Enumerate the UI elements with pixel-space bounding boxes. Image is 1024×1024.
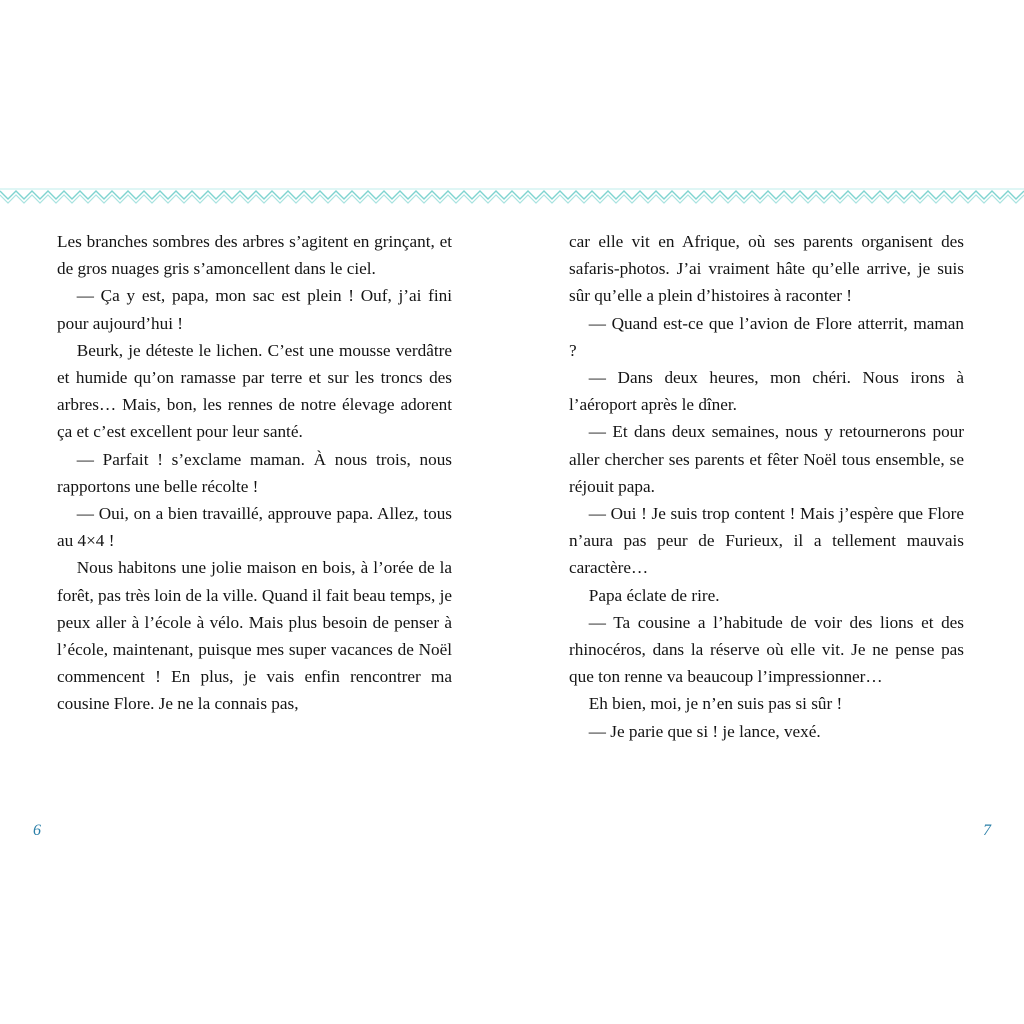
- paragraph: — Ta cousine a l’habitude de voir des lions et des rhinocéros, dans la réserve où elle vit. Je ne pense pas que ton renne va beaucoup l’impressionner…: [569, 612, 964, 687]
- paragraph: Nous habitons une jolie maison en bois, à l’orée de la forêt, pas très loin de la ville. Quand il fait beau temps, je peux aller à l’école à vélo. Mais plus besoin de penser à l’école, maintenant, puisque mes super vacances de Noël commencent ! En plus, je vais enfin rencontrer ma cousine Flore. Je ne la connais pas,: [57, 558, 452, 714]
- paragraph: Eh bien, moi, je n’en suis pas si sûr !: [588, 694, 843, 714]
- paragraph: — Ça y est, papa, mon sac est plein ! Ouf, j’ai fini pour aujourd’hui !: [57, 286, 452, 333]
- paragraph: Papa éclate de rire.: [588, 585, 720, 605]
- paragraph: Beurk, je déteste le lichen. C’est une mousse verdâtre et humide qu’on ramasse par terre et sur les troncs des arbres… Mais, bon, les rennes de notre élevage adorent ça et c’est excellent pour leur santé.: [57, 340, 452, 442]
- paragraph: — Je parie que si ! je lance, vexé.: [588, 721, 821, 741]
- zigzag-decoration: [0, 183, 1024, 209]
- paragraph: Les branches sombres des arbres s’agitent en grinçant, et de gros nuages gris s’amoncellent dans le ciel.: [57, 232, 452, 279]
- paragraph: — Parfait ! s’exclame maman. À nous trois, nous rapportons une belle récolte !: [57, 449, 452, 496]
- left-page-text: [57, 228, 452, 745]
- paragraph: — Et dans deux semaines, nous y retournerons pour aller chercher ses parents et fêter Noël tous ensemble, se réjouit papa.: [569, 422, 964, 496]
- paragraph: — Dans deux heures, mon chéri. Nous irons à l’aéroport après le dîner.: [569, 368, 964, 415]
- right-page-text: [569, 228, 964, 745]
- paragraph: — Oui, on a bien travaillé, approuve papa. Allez, tous au 4×4 !: [57, 504, 452, 551]
- page-number-left: 6: [33, 822, 41, 839]
- page-number-right: 7: [983, 822, 991, 839]
- paragraph: car elle vit en Afrique, où ses parents organisent des safaris-photos. J’ai vraiment hâte qu’elle arrive, je suis sûr qu’elle a plein d’histoires à raconter !: [569, 232, 964, 306]
- text-columns: [0, 228, 1024, 745]
- paragraph: — Oui ! Je suis trop content ! Mais j’espère que Flore n’aura pas peur de Furieux, il a tellement mauvais caractère…: [569, 504, 964, 578]
- paragraph: — Quand est-ce que l’avion de Flore atterrit, maman ?: [569, 313, 964, 360]
